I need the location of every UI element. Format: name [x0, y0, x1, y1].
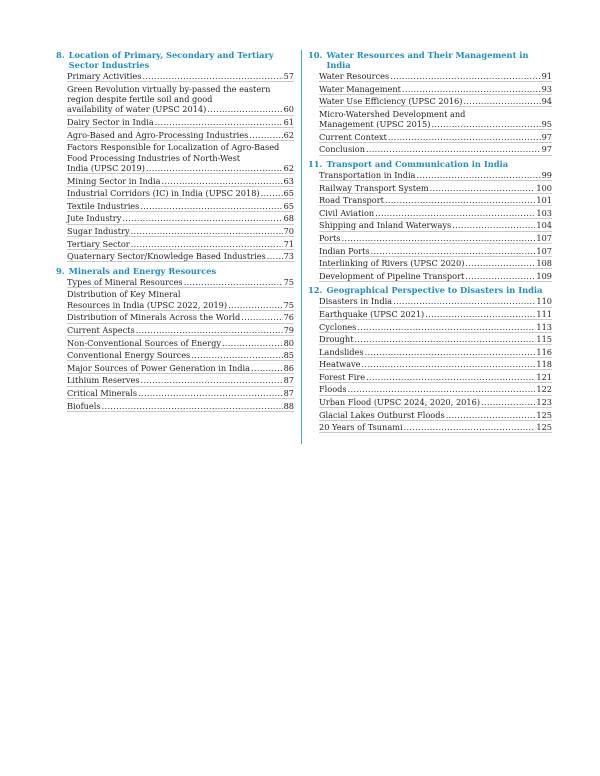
entry-title: Types of Mineral Resources: [67, 276, 183, 287]
dot-leader: [425, 309, 535, 319]
toc-entry[interactable]: [308, 195, 552, 208]
section-title: Location of Primary, Secondary and Tertiary Sector Industries: [68, 50, 274, 70]
entry-title: Water Resources: [319, 71, 390, 81]
entry-title: Development of Pipeline Transport: [319, 270, 465, 281]
entry-line: [319, 422, 552, 432]
entry-line: [319, 233, 552, 243]
entry-title: Primary Activities: [67, 71, 142, 81]
entry-title: Cyclones: [319, 321, 357, 332]
page-number: 123: [536, 397, 552, 408]
dot-leader: [249, 130, 282, 140]
entry-title: 20 Years of Tsunami: [319, 422, 403, 433]
toc-entry[interactable]: [56, 325, 294, 338]
entry-title: Conclusion: [319, 144, 365, 155]
page-number: 75: [283, 276, 294, 287]
toc-entry[interactable]: [308, 410, 552, 423]
entry-line: [319, 96, 552, 106]
toc-entry[interactable]: [56, 239, 294, 252]
page-number: 122: [536, 384, 552, 395]
toc-entry[interactable]: [56, 338, 294, 351]
entry-title: Current Aspects: [67, 324, 135, 335]
page-number: 62: [283, 163, 294, 173]
entry-line: [319, 144, 552, 154]
entry-title: Distribution of Minerals Across the World: [67, 312, 241, 323]
entry-line: [319, 170, 552, 180]
dot-leader: [371, 246, 536, 256]
entry-line: [67, 388, 294, 398]
toc-entry[interactable]: [56, 388, 294, 401]
entry-text-line: Micro-Watershed Development and: [319, 108, 466, 119]
dot-leader: [155, 117, 283, 127]
toc-entry[interactable]: [56, 176, 294, 189]
dot-leader: [184, 277, 283, 287]
toc-entry[interactable]: [308, 347, 552, 360]
page-number: 75: [283, 299, 294, 310]
dot-leader: [162, 176, 283, 186]
entry-title: Non-Conventional Sources of Energy: [67, 337, 221, 348]
section-title: Geographical Perspective to Disasters in India: [326, 285, 543, 296]
entry-line: [319, 258, 552, 268]
entry-title: Current Context: [319, 131, 387, 142]
toc-entry[interactable]: [56, 251, 294, 264]
entry-line: [319, 84, 552, 94]
entry-title: Critical Minerals: [67, 387, 138, 398]
section-number: 11.: [308, 158, 323, 169]
dot-leader: [430, 183, 536, 193]
entry-title: Road Transport: [319, 195, 384, 206]
entry-line: [67, 130, 294, 140]
entry-line: [67, 300, 294, 310]
page-number: 121: [536, 371, 552, 382]
dot-leader: [138, 388, 282, 398]
section-heading[interactable]: [308, 285, 552, 295]
entry-title: Major Sources of Power Generation in India: [67, 362, 251, 373]
dot-leader: [366, 372, 535, 382]
entry-text-line: Food Processing Industries of North-West: [67, 152, 241, 163]
page-number: 109: [536, 270, 552, 281]
toc-entry[interactable]: [308, 144, 552, 157]
entry-line: [319, 397, 552, 407]
dot-leader: [463, 96, 540, 106]
toc-entry[interactable]: [308, 296, 552, 309]
dot-leader: [342, 233, 536, 243]
toc-entry[interactable]: [308, 233, 552, 246]
section-title: Minerals and Energy Resources: [68, 265, 217, 276]
toc-entry[interactable]: [308, 309, 552, 322]
toc-section: [308, 159, 552, 283]
entry-line: [319, 347, 552, 357]
entry-text-line: region despite fertile soil and good: [67, 94, 213, 104]
dot-leader: [404, 422, 536, 432]
entry-title: Heatwave: [319, 359, 361, 370]
dot-leader: [431, 119, 540, 129]
page-number: 100: [536, 182, 552, 193]
entry-line: [67, 163, 294, 173]
page-number: 65: [283, 188, 294, 199]
entry-line: [67, 104, 294, 114]
toc-entry[interactable]: [308, 220, 552, 233]
entry-title: Water Management: [319, 83, 401, 94]
entry-title: Interlinking of Rivers (UPSC 2020): [319, 258, 465, 269]
entry-text-line: Distribution of Key Mineral: [67, 289, 181, 300]
section-heading[interactable]: [56, 50, 294, 70]
entry-line: [67, 401, 294, 411]
entry-title: India (UPSC 2019): [67, 163, 145, 173]
dot-leader: [357, 322, 535, 332]
toc-entry[interactable]: [56, 130, 294, 143]
dot-leader: [251, 363, 283, 373]
toc-entry[interactable]: [308, 170, 552, 183]
toc-entry[interactable]: [56, 401, 294, 414]
page-number: 88: [283, 400, 294, 411]
entry-text-line: Green Revolution virtually by-passed the eastern: [67, 83, 271, 94]
toc-entry[interactable]: [308, 96, 552, 109]
dot-leader: [142, 71, 282, 81]
page-number: 107: [536, 245, 552, 256]
page-number: 118: [536, 359, 552, 370]
page-number: 99: [541, 169, 552, 180]
toc-entry[interactable]: [56, 277, 294, 290]
dot-leader: [146, 163, 283, 173]
entry-title: Landslides: [319, 346, 364, 357]
entry-line: [67, 325, 294, 335]
entry-title: Resources in India (UPSC 2022, 2019): [67, 299, 228, 310]
entry-title: Textile Industries: [67, 200, 140, 211]
dot-leader: [348, 384, 536, 394]
toc-entry[interactable]: [308, 322, 552, 335]
page-number: 97: [541, 131, 552, 142]
toc-section: [308, 285, 552, 435]
entry-line: [67, 176, 294, 186]
entry-line: [319, 384, 552, 394]
dot-leader: [261, 188, 283, 198]
toc-right-column: [308, 50, 552, 437]
entry-line: [319, 246, 552, 256]
page-number: 115: [536, 334, 552, 345]
toc-entry[interactable]: [56, 213, 294, 226]
section-number: 10.: [308, 50, 323, 60]
toc-entry[interactable]: [56, 363, 294, 376]
section-number: 9.: [56, 265, 65, 276]
dot-leader: [416, 170, 540, 180]
entry-line: [67, 117, 294, 127]
entry-title: Mining Sector in India: [67, 175, 161, 186]
entry-title: Shipping and Inland Waterways: [319, 220, 452, 231]
page-number: 104: [536, 220, 552, 231]
page-number: 113: [536, 321, 552, 332]
page-number: 63: [283, 175, 294, 186]
entry-line: [67, 188, 294, 198]
dot-leader: [122, 213, 282, 223]
entry-line: [319, 195, 552, 205]
page-number: 94: [541, 96, 552, 107]
page-number: 79: [283, 324, 294, 335]
page-number: 125: [536, 422, 552, 433]
dot-leader: [465, 271, 535, 281]
page-number: 111: [536, 308, 552, 319]
entry-line: [67, 251, 294, 261]
toc-entry[interactable]: [308, 183, 552, 196]
entry-line: [319, 119, 552, 129]
page-number: 73: [283, 251, 294, 262]
entry-line: [319, 322, 552, 332]
entry-line: [319, 132, 552, 142]
page-number: 86: [283, 362, 294, 373]
toc-entry[interactable]: [56, 226, 294, 239]
toc-entry[interactable]: [56, 84, 294, 117]
entry-line: [67, 312, 294, 322]
dot-leader: [388, 132, 541, 142]
dot-leader: [393, 296, 535, 306]
dot-leader: [241, 312, 282, 322]
page-number: 62: [283, 129, 294, 140]
toc-entry[interactable]: [56, 188, 294, 201]
entry-line: [67, 239, 294, 249]
page-number: 116: [536, 346, 552, 357]
toc-left-column: [56, 50, 294, 415]
dot-leader: [465, 258, 535, 268]
entry-title: Drought: [319, 334, 354, 345]
entry-title: Disasters in India: [319, 296, 393, 307]
entry-title: Glacial Lakes Outburst Floods: [319, 409, 445, 420]
entry-line: [67, 226, 294, 236]
page-number: 85: [283, 350, 294, 361]
page-number: 57: [283, 71, 294, 81]
toc-section: [56, 50, 294, 264]
dot-leader: [452, 220, 535, 230]
entry-title: availability of water (UPSC 2014): [67, 104, 207, 115]
dot-leader: [267, 251, 283, 261]
page-number: 65: [283, 200, 294, 211]
entry-line: [67, 375, 294, 385]
page-number: 125: [536, 409, 552, 420]
dot-leader: [362, 359, 536, 369]
dot-leader: [366, 144, 541, 154]
entry-line: [319, 309, 552, 319]
entry-line: [319, 410, 552, 420]
toc-entry[interactable]: [308, 132, 552, 145]
entry-line: [319, 296, 552, 306]
entry-title: Dairy Sector in India: [67, 117, 154, 127]
entry-line: [319, 71, 552, 81]
dot-leader: [228, 300, 283, 310]
page-number: 93: [541, 83, 552, 94]
page-number: 103: [536, 207, 552, 218]
entry-title: Jute Industry: [67, 213, 122, 224]
page-number: 110: [536, 296, 552, 307]
page-number: 60: [283, 104, 294, 115]
dot-leader: [446, 410, 536, 420]
entry-title: Transportation in India: [319, 169, 416, 180]
entry-title: Indian Ports: [319, 245, 370, 256]
section-heading[interactable]: [56, 266, 294, 276]
entry-line: [319, 220, 552, 230]
toc-entry[interactable]: [308, 422, 552, 435]
dot-leader: [207, 104, 282, 114]
entry-line: [67, 71, 294, 81]
toc-entry[interactable]: [308, 384, 552, 397]
page-number: 101: [536, 195, 552, 206]
dot-leader: [222, 338, 283, 348]
entry-line: [319, 183, 552, 193]
entry-title: Tertiary Sector: [67, 238, 130, 249]
dot-leader: [402, 84, 541, 94]
dot-leader: [375, 208, 535, 218]
entry-title: Industrial Corridors (IC) in India (UPSC 2018): [67, 188, 260, 199]
dot-leader: [141, 375, 283, 385]
entry-line: [67, 363, 294, 373]
toc-section: [56, 266, 294, 413]
toc-entry[interactable]: [308, 397, 552, 410]
page-number: 68: [283, 213, 294, 224]
dot-leader: [481, 397, 535, 407]
entry-title: Floods: [319, 384, 347, 395]
toc-entry[interactable]: [56, 312, 294, 325]
entry-title: Conventional Energy Sources: [67, 350, 191, 361]
column-divider: [301, 50, 302, 444]
entry-line: [319, 359, 552, 369]
page-number: 87: [283, 375, 294, 386]
toc-entry[interactable]: [308, 84, 552, 97]
entry-title: Sugar Industry: [67, 225, 130, 236]
toc-entry[interactable]: [308, 271, 552, 284]
dot-leader: [136, 325, 283, 335]
page-number: 108: [536, 258, 552, 269]
entry-text-line: Factors Responsible for Localization of Agro-Based: [67, 142, 280, 153]
dot-leader: [131, 239, 283, 249]
section-heading[interactable]: [308, 159, 552, 169]
toc-entry[interactable]: [56, 201, 294, 214]
entry-line: [67, 277, 294, 287]
page-number: 71: [283, 238, 294, 249]
page-number: 107: [536, 232, 552, 243]
entry-line: [67, 350, 294, 360]
page-number: 80: [283, 337, 294, 348]
page-number: 95: [541, 119, 552, 130]
dot-leader: [191, 350, 282, 360]
dot-leader: [102, 401, 283, 411]
page-number: 70: [283, 225, 294, 236]
page-number: 97: [541, 144, 552, 155]
toc-entry[interactable]: [308, 258, 552, 271]
entry-title: Management (UPSC 2015): [319, 119, 431, 130]
entry-line: [319, 372, 552, 382]
toc-entry[interactable]: [308, 359, 552, 372]
entry-title: Agro-Based and Agro-Processing Industries: [67, 129, 249, 140]
entry-line: [319, 271, 552, 281]
page-number: 76: [283, 312, 294, 323]
toc-entry[interactable]: [56, 117, 294, 130]
entry-line: [67, 338, 294, 348]
dot-leader: [365, 347, 536, 357]
toc-section: [308, 50, 552, 157]
entry-title: Water Use Efficiency (UPSC 2016): [319, 96, 463, 107]
toc-entry[interactable]: [56, 375, 294, 388]
entry-title: Ports: [319, 232, 341, 243]
toc-entry[interactable]: [308, 372, 552, 385]
entry-line: [319, 334, 552, 344]
entry-title: Earthquake (UPSC 2021): [319, 308, 425, 319]
toc-entry[interactable]: [308, 334, 552, 347]
dot-leader: [131, 226, 283, 236]
section-number: 12.: [308, 285, 323, 296]
section-title: Transport and Communication in India: [326, 158, 509, 169]
entry-title: Railway Transport System: [319, 182, 429, 193]
entry-line: [319, 208, 552, 218]
toc-entry[interactable]: [56, 350, 294, 363]
page-number: 61: [283, 117, 294, 127]
entry-title: Biofuels: [67, 400, 101, 411]
toc-entry[interactable]: [308, 109, 552, 132]
entry-title: Quaternary Sector/Knowledge Based Industries: [67, 251, 266, 262]
entry-title: Civil Aviation: [319, 207, 375, 218]
toc-entry[interactable]: [56, 71, 294, 84]
section-heading[interactable]: [308, 50, 552, 70]
toc-entry[interactable]: [56, 142, 294, 175]
dot-leader: [385, 195, 535, 205]
entry-line: [67, 201, 294, 211]
page-number: 91: [541, 71, 552, 81]
entry-title: Urban Flood (UPSC 2024, 2020, 2016): [319, 397, 481, 408]
entry-line: [67, 213, 294, 223]
entry-title: Lithium Reserves: [67, 375, 140, 386]
dot-leader: [355, 334, 536, 344]
section-title: Water Resources and Their Management in India: [326, 50, 529, 70]
dot-leader: [390, 71, 540, 81]
dot-leader: [140, 201, 282, 211]
page-number: 87: [283, 387, 294, 398]
toc-entry[interactable]: [308, 246, 552, 259]
toc-entry[interactable]: [56, 289, 294, 312]
toc-entry[interactable]: [308, 71, 552, 84]
section-number: 8.: [56, 50, 65, 60]
entry-title: Forest Fire: [319, 371, 366, 382]
toc-entry[interactable]: [308, 208, 552, 221]
